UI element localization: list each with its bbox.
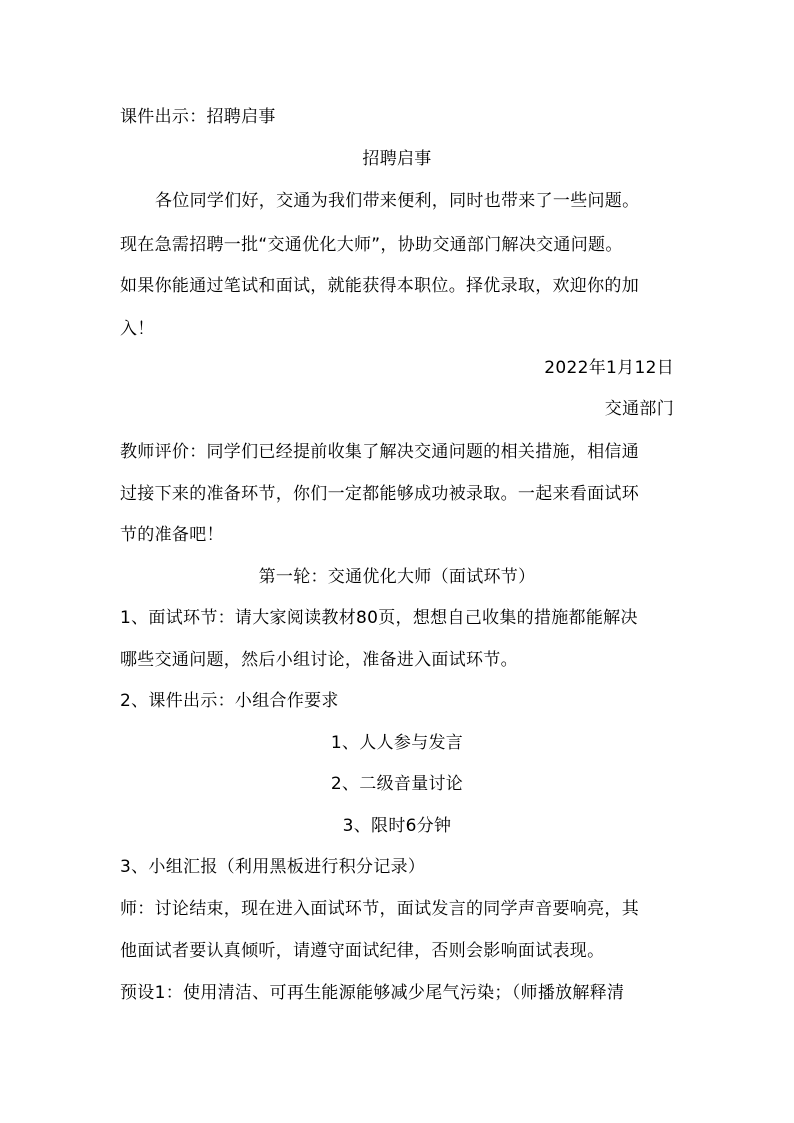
teacher-talk-line: 他面试者要认真倾听，请遵守面试纪律，否则会影响面试表现。 [120,941,605,961]
requirement-item: 1、人人参与发言 [330,733,464,753]
step1-line: 1、面试环节：请大家阅读教材80页，想想自己收集的措施都能解决 [120,608,638,628]
notice-issuer: 交通部门 [604,399,674,419]
teacher-comment-line: 节的准备吧！ [120,525,224,545]
notice-body-line: 入！ [120,319,155,339]
notice-body-line: 现在急需招聘一批“交通优化大师”，协助交通部门解决交通问题。 [120,235,623,255]
notice-body-line: 如果你能通过笔试和面试，就能获得本职位。择优录取，欢迎你的加 [120,276,639,296]
teacher-comment-line: 教师评价：同学们已经提前收集了解决交通问题的相关措施，相信通 [120,442,639,462]
preset-line: 预设1：使用清洁、可再生能源能够减少尾气污染；（师播放解释清 [120,983,625,1003]
notice-title: 招聘启事 [362,149,432,169]
notice-body-line: 各位同学们好，交通为我们带来便利，同时也带来了一些问题。 [155,191,640,211]
step1-line: 哪些交通问题，然后小组讨论，准备进入面试环节。 [120,650,518,670]
step3-heading: 3、小组汇报（利用黑板进行积分记录） [120,857,426,877]
notice-date: 2022年1月12日 [544,358,674,378]
round-title: 第一轮：交通优化大师（面试环节） [258,567,536,587]
step2-heading: 2、课件出示：小组合作要求 [120,691,339,711]
requirement-item: 2、二级音量讨论 [330,774,464,794]
teacher-talk-line: 师：讨论结束，现在进入面试环节，面试发言的同学声音要响亮，其 [120,899,639,919]
courseware-intro: 课件出示：招聘启事 [120,107,276,127]
requirement-item: 3、限时6分钟 [342,816,452,836]
teacher-comment-line: 过接下来的准备环节，你们一定都能够成功被录取。一起来看面试环 [120,484,639,504]
